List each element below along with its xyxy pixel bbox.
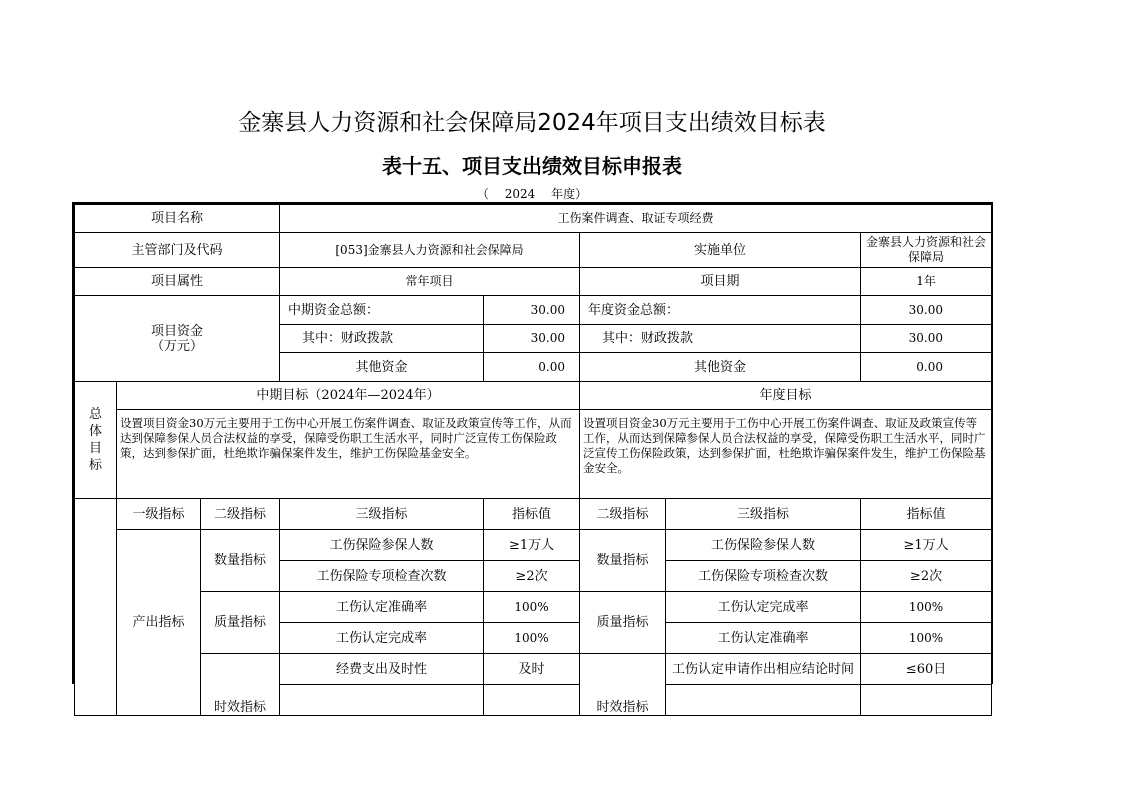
header-level3: 三级指标 bbox=[280, 499, 484, 530]
funds-label-line2: （万元） bbox=[151, 338, 204, 354]
left-q2-name: 工伤保险专项检查次数 bbox=[280, 561, 484, 592]
right-z1-name: 工伤认定完成率 bbox=[666, 592, 861, 623]
right-q2-value: ≥2次 bbox=[861, 561, 992, 592]
impl-unit-value: 金寨县人力资源和社会保障局 bbox=[861, 233, 992, 268]
year-other-label: 其他资金 bbox=[580, 353, 861, 382]
dept-value: [053]金寨县人力资源和社会保障局 bbox=[280, 233, 580, 268]
year-total-label: 年度资金总额： bbox=[580, 296, 861, 325]
year-line bbox=[0, 185, 1064, 202]
year-total-value: 30.00 bbox=[861, 296, 992, 325]
header-level2-right: 二级指标 bbox=[580, 499, 666, 530]
right-t2-value bbox=[861, 685, 992, 716]
left-q1-name: 工伤保险参保人数 bbox=[280, 530, 484, 561]
left-z2-value: 100% bbox=[484, 623, 580, 654]
performance-table bbox=[72, 202, 993, 715]
project-name-value: 工伤案件调查、取证专项经费 bbox=[280, 205, 992, 233]
overall-goal-label: 总 体 目 标 bbox=[75, 382, 117, 499]
right-t1-name: 工伤认定申请作出相应结论时间 bbox=[666, 654, 861, 685]
year-label: 年度） bbox=[551, 187, 588, 201]
output-indicator-label: 产出指标 bbox=[117, 530, 201, 716]
impl-unit-label: 实施单位 bbox=[580, 233, 861, 268]
mid-total-value: 30.00 bbox=[484, 296, 580, 325]
timeliness-label-left: 时效指标 bbox=[201, 654, 280, 716]
funds-label-line1: 项目资金 bbox=[151, 323, 204, 339]
quality-label-right: 质量指标 bbox=[580, 592, 666, 654]
mid-fiscal-label: 其中：财政拨款 bbox=[280, 325, 484, 353]
left-t2-name bbox=[280, 685, 484, 716]
right-q2-name: 工伤保险专项检查次数 bbox=[666, 561, 861, 592]
mid-other-label: 其他资金 bbox=[280, 353, 484, 382]
year-other-value: 0.00 bbox=[861, 353, 992, 382]
timeliness-label-right: 时效指标 bbox=[580, 654, 666, 716]
right-z2-value: 100% bbox=[861, 623, 992, 654]
year-goal-text: 设置项目资金30万元主要用于工伤中心开展工伤案件调查、取证及政策宣传等工作，从而达到保障参保人员合法权益的享受，保障受伤职工生活水平，同时广泛宣传工伤保险政策，达到参保扩面，杜绝欺诈骗保案件发生，维护工伤保险基金安全。 bbox=[580, 410, 992, 499]
right-t1-value: ≤60日 bbox=[861, 654, 992, 685]
mid-total-label: 中期资金总额： bbox=[280, 296, 484, 325]
period-label: 项目期 bbox=[580, 268, 861, 296]
header-level2: 二级指标 bbox=[201, 499, 280, 530]
year-value: 2024 bbox=[504, 187, 536, 201]
left-z2-name: 工伤认定完成率 bbox=[280, 623, 484, 654]
left-t1-value: 及时 bbox=[484, 654, 580, 685]
left-q1-value: ≥1万人 bbox=[484, 530, 580, 561]
year-open: （ bbox=[476, 187, 489, 201]
mid-other-value: 0.00 bbox=[484, 353, 580, 382]
header-level1: 一级指标 bbox=[117, 499, 201, 530]
quantity-label-right: 数量指标 bbox=[580, 530, 666, 592]
period-value: 1年 bbox=[861, 268, 992, 296]
left-z1-value: 100% bbox=[484, 592, 580, 623]
right-t2-name bbox=[666, 685, 861, 716]
project-name-label: 项目名称 bbox=[75, 205, 280, 233]
year-fiscal-value: 30.00 bbox=[861, 325, 992, 353]
year-goal-header: 年度目标 bbox=[580, 382, 992, 410]
indicator-side-label bbox=[75, 499, 117, 716]
header-level3-right: 三级指标 bbox=[666, 499, 861, 530]
header-value: 指标值 bbox=[484, 499, 580, 530]
left-q2-value: ≥2次 bbox=[484, 561, 580, 592]
table-subtitle: 表十五、项目支出绩效目标申报表 bbox=[382, 154, 682, 178]
quality-label-left: 质量指标 bbox=[201, 592, 280, 654]
right-q1-value: ≥1万人 bbox=[861, 530, 992, 561]
header-value-right: 指标值 bbox=[861, 499, 992, 530]
attr-label: 项目属性 bbox=[75, 268, 280, 296]
funds-label bbox=[75, 296, 280, 382]
right-z1-value: 100% bbox=[861, 592, 992, 623]
mid-goal-header: 中期目标（2024年—2024年） bbox=[117, 382, 580, 410]
left-z1-name: 工伤认定准确率 bbox=[280, 592, 484, 623]
year-fiscal-label: 其中：财政拨款 bbox=[580, 325, 861, 353]
right-z2-name: 工伤认定准确率 bbox=[666, 623, 861, 654]
left-t1-name: 经费支出及时性 bbox=[280, 654, 484, 685]
dept-label: 主管部门及代码 bbox=[75, 233, 280, 268]
mid-fiscal-value: 30.00 bbox=[484, 325, 580, 353]
mid-goal-text: 设置项目资金30万元主要用于工伤中心开展工伤案件调查、取证及政策宣传等工作，从而达到保障参保人员合法权益的享受，保障受伤职工生活水平，同时广泛宣传工伤保险政策，达到参保扩面，杜绝欺诈骗保案件发生，维护工伤保险基金安全。 bbox=[117, 410, 580, 499]
quantity-label-left: 数量指标 bbox=[201, 530, 280, 592]
right-q1-name: 工伤保险参保人数 bbox=[666, 530, 861, 561]
attr-value: 常年项目 bbox=[280, 268, 580, 296]
left-t2-value bbox=[484, 685, 580, 716]
page-title: 金寨县人力资源和社会保障局2024年项目支出绩效目标表 bbox=[238, 110, 826, 136]
